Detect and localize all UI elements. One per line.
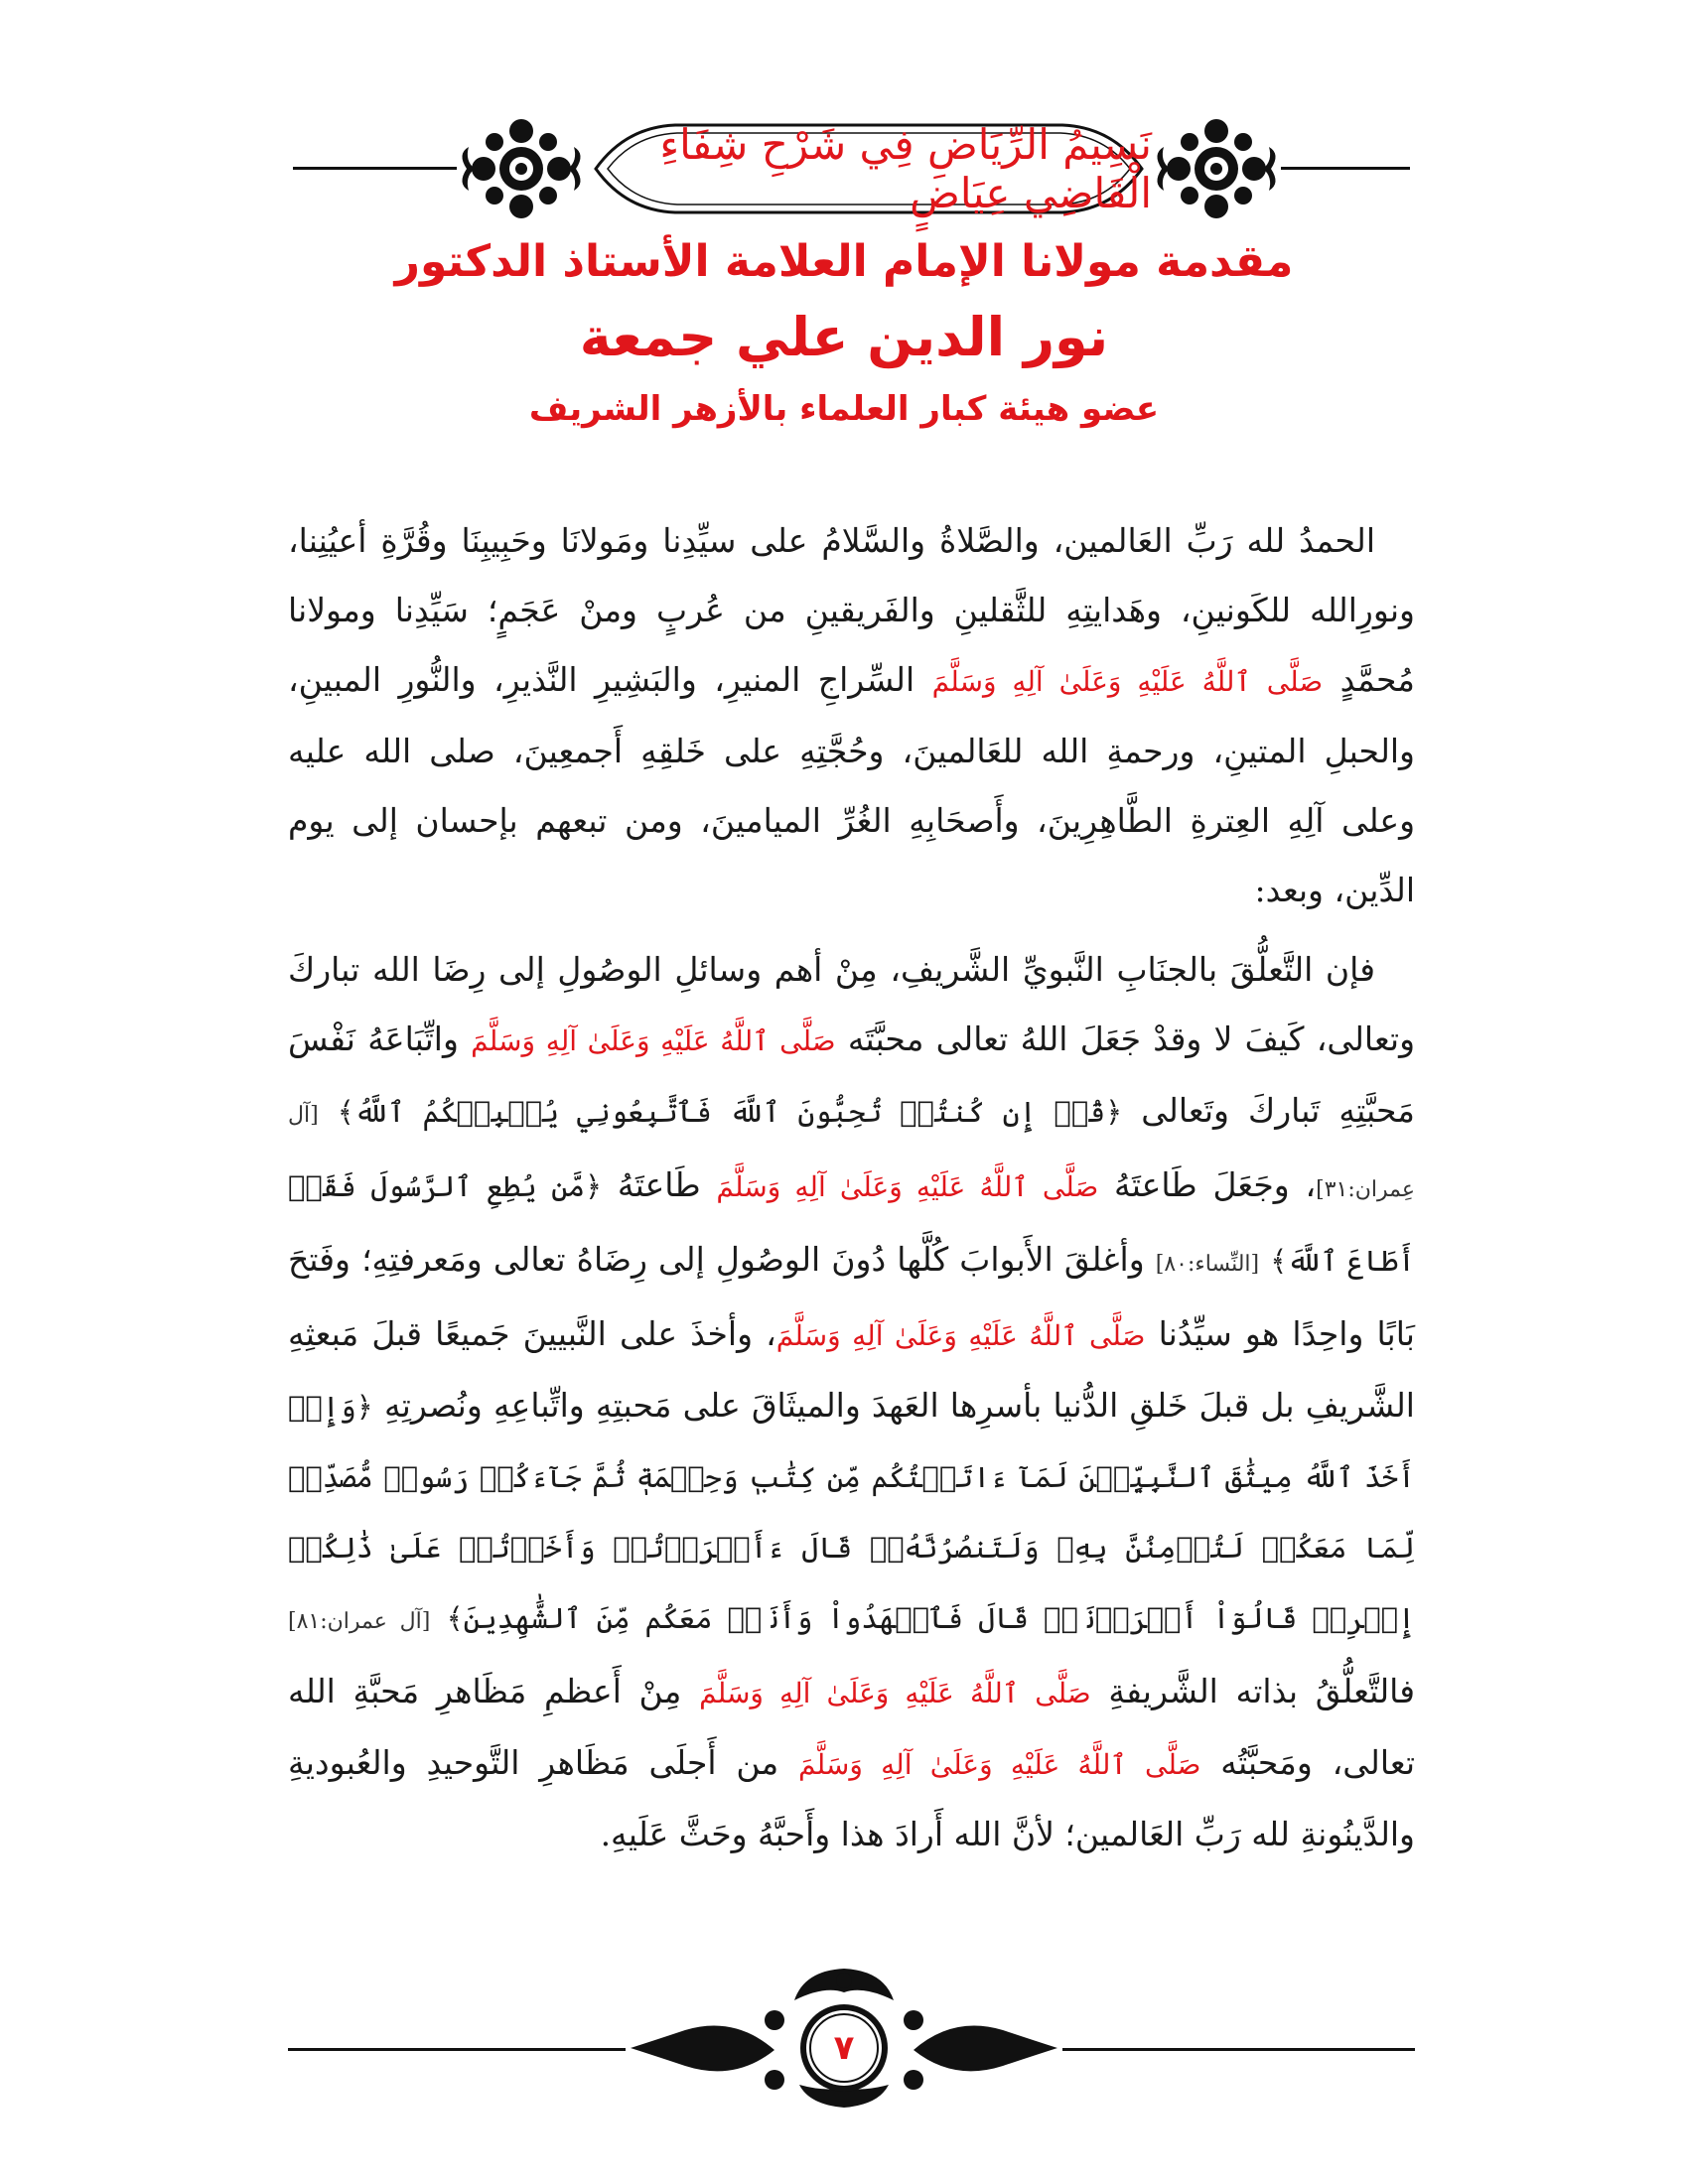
quran-verse: ﴿قُلۡ إِن كُنتُمۡ تُحِبُّونَ ٱللَّهَ فَٱتَّبِعُونِي يُحۡبِبۡكُمُ ٱللَّهُ﴾ <box>337 1095 1123 1129</box>
p2-text-g: فالتَّعلُّقُ بذاته الشَّريفةِ <box>1108 1672 1415 1710</box>
intro-heading: مقدمة مولانا الإمام العلامة الأستاذ الدكتور <box>394 236 1294 287</box>
salutation: صَلَّى ٱللَّهُ عَلَيْهِ وَعَلَىٰ آلِهِ وَسَلَّمَ <box>716 1170 1099 1203</box>
header-rule-left <box>293 167 457 170</box>
verse-reference: [النِّساء:٨٠] <box>1155 1252 1260 1277</box>
p2-text-a: فإن التَّعلُّقَ بالجنَابِ النَّبويِّ الشَّريفِ، مِنْ أهم وسائلِ الوصُولِ إلى رِضَا الله تباركَ وتعالى، كَيفَ لا وقدْ جَعَلَ اللهُ تعالى محبَّتَه <box>288 950 1416 1058</box>
footer-rule-right <box>1062 2048 1415 2051</box>
verse-reference: [آل عمران:٨١] <box>288 1609 431 1634</box>
p2-text-h: مِنْ أَعظمِ مَظَاهرِ مَحبَّةِ الله تعالى، ومَحبَّتُه <box>288 1672 1416 1782</box>
author-title: عضو هيئة كبار العلماء بالأزهر الشريف <box>528 389 1160 429</box>
ornament-left-icon <box>457 109 586 228</box>
salutation: صَلَّى ٱللَّهُ عَلَيْهِ وَعَلَىٰ آلِهِ وَسَلَّمَ <box>471 1024 836 1057</box>
salutation: صَلَّى ٱللَّهُ عَلَيْهِ وَعَلَىٰ آلِهِ وَسَلَّمَ <box>798 1748 1201 1781</box>
salutation: صَلَّى ٱللَّهُ عَلَيْهِ وَعَلَىٰ آلِهِ وَسَلَّمَ <box>699 1677 1091 1709</box>
quran-verse: ﴿مَّن يُطِعِ ٱلرَّسُولَ فَقَدۡ أَطَاعَ ٱللَّهَ﴾ <box>288 1169 1415 1278</box>
p2-text-f: ، وأخذَ على النَّبيينَ جَميعًا قبلَ مَبعثِهِ الشَّريفِ بل قبلَ خَلقِ الدُّنيا بأسرِها العَهدَ والميثَاقَ على مَحبتِهِ واتِّباعِهِ ونُصرتِهِ <box>288 1314 1415 1425</box>
header-banner <box>457 109 1281 228</box>
page-number: ٧ <box>833 2028 855 2068</box>
ornament-right-icon <box>1152 109 1281 228</box>
p2-text-d: طَاعتَهُ <box>617 1165 701 1204</box>
body-text <box>288 506 1415 1879</box>
salutation: صَلَّى ٱللَّهُ عَلَيْهِ وَعَلَىٰ آلِهِ وَسَلَّمَ <box>775 1319 1146 1352</box>
verse-reference: [آل عِمران:٣١] <box>288 1103 1416 1202</box>
p2-text-i: من أَجلَى مَظَاهرِ التَّوحيدِ والعُبوديةِ والدَّينُونةِ لله رَبِّ العَالمين؛ لأنَّ الله أَرادَ هذا وأَحبَّهُ وحَثَّ عَلَيهِ. <box>288 1743 1415 1853</box>
salutation: صَلَّى ٱللَّهُ عَلَيْهِ وَعَلَىٰ آلِهِ وَسَلَّمَ <box>931 665 1324 698</box>
footer-rule-left <box>288 2048 626 2051</box>
book-title: نَسِيمُ الرِّيَاضِ فِي شَرْحِ شِفَاءِ الْقَاضِي عِيَاضٍ <box>659 120 1152 217</box>
author-name: نور الدين علي جمعة <box>579 306 1109 368</box>
paragraph-2 <box>288 935 1415 1869</box>
p2-text-b: واتِّبَاعَهُ نَفْسَ مَحبَّتِهِ تَباركَ وتَعالى <box>288 1020 1415 1130</box>
p2-text-e: وأغلقَ الأَبوابَ كُلَّها دُونَ الوصُولِ إلى رِضَاهُ تعالى ومَعرفتِهِ؛ وفَتحَ بَابًا واحِدًا هو سيِّدُنا <box>288 1240 1415 1353</box>
quran-verse: ﴿وَإِذۡ أَخَذَ ٱللَّهُ مِيثَٰقَ ٱلنَّبِيِّـۧنَ لَمَآ ءَاتَيۡتُكُم مِّن كِتَٰبٖ وَحِكۡمَةٖ ثُمَّ جَآءَكُمۡ رَسُولٞ مُّصَدِّقٞ لِّمَا مَعَكُمۡ لَتُؤۡمِنُنَّ بِهِۦ وَلَتَنصُرُنَّهُۥۚ قَالَ ءَأَقۡرَرۡتُمۡ وَأَخَذۡتُمۡ عَلَىٰ ذَٰلِكُمۡ إِصۡرِيۖ قَالُوٓاْ أَقۡرَرۡنَاۚ قَالَ فَٱشۡهَدُواْ وَأَنَا۠ مَعَكُم مِّنَ ٱلشَّٰهِدِينَ﴾ <box>288 1390 1415 1635</box>
p1-text-a: الحمدُ لله رَبِّ العَالمين، والصَّلاةُ والسَّلامُ على سيِّدِنا ومَولانَا وحَبِيبِنَا وقُرَّةِ أعيُنِنا، ونورِالله للكَونينِ، وهَدايتِهِ للثَّقلينِ والفَريقينِ من عُربٍ ومنْ عَجَمٍ؛ سَيِّدِنا ومولانا مُحمَّدٍ <box>288 521 1415 699</box>
paragraph-1 <box>288 506 1415 925</box>
header-rule-right <box>1281 167 1410 170</box>
p2-text-c: ، وجَعَلَ طَاعتَهُ <box>1114 1165 1317 1204</box>
p1-text-b: السِّراجِ المنيرِ، والبَشِيرِ النَّذيرِ، والنُّورِ المبينِ، والحبلِ المتينِ، ورحمةِ الله للعَالمينَ، وحُجَّتِهِ على خَلقِهِ أَجمعِينَ، صلى الله عليه وعلى آلِهِ العِترةِ الطَّاهِرِينَ، وأَصحَابِهِ الغُرِّ الميامينَ، ومن تبعهم بإحسان إلى يوم الدِّين، وبعد: <box>288 660 1415 909</box>
